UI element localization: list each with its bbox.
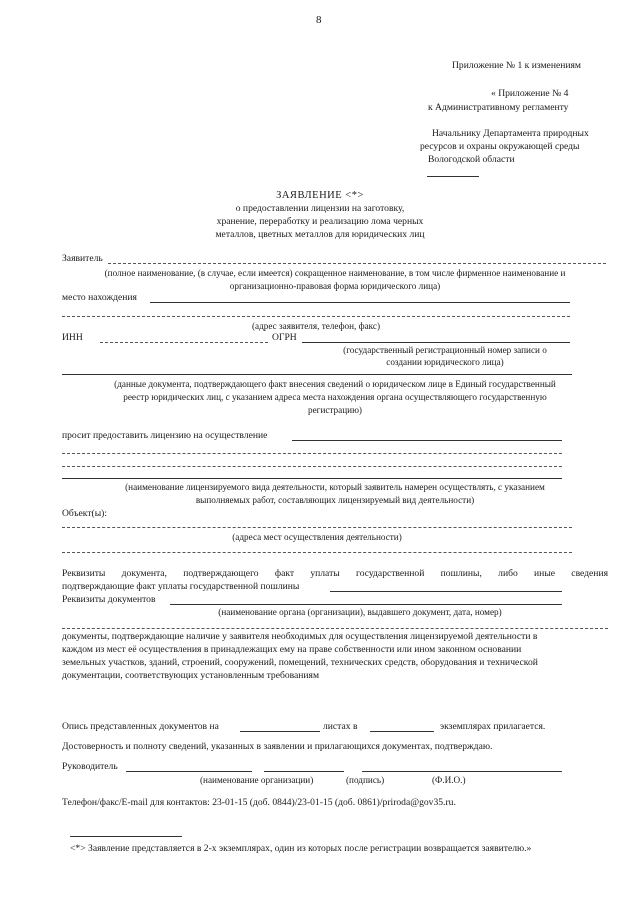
objects-field-2[interactable] [62,552,572,553]
fee-docs-label: Реквизиты документов [62,594,156,605]
request-field[interactable] [292,440,562,441]
request-field-2[interactable] [62,453,562,454]
title-line-3: металлов, цветных металлов для юридических лиц [215,229,425,240]
addressee-line-2: ресурсов и охраны окружающей среды [420,141,580,152]
footnote-separator [70,836,182,837]
ogrn-label: ОГРН [272,332,297,343]
ogrn-field[interactable] [302,342,570,343]
fee-docs-field[interactable] [170,604,562,605]
signature-sign-hint: (подпись) [346,775,385,785]
register-doc-field[interactable] [62,374,572,375]
conditions-line-1: документы, подтверждающие наличие у заявителя необходимых для осуществления лицензируемой деятельности в [62,631,538,642]
inn-label: ИНН [62,332,83,343]
ogrn-hint-2: создании юридического лица) [386,357,504,367]
page-number: 8 [316,14,322,26]
title-line-1: о предоставлении лицензии на заготовку, [235,203,405,214]
appendix-line-2: « Приложение № 4 [491,88,569,99]
applicant-hint-2: организационно-правовая форма юридического лица) [229,281,441,291]
register-doc-hint-3: регистрацию) [308,405,362,415]
request-label: просит предоставить лицензию на осуществление [62,430,268,441]
applicant-field[interactable] [108,263,606,264]
request-hint-2: выполняемых работ, составляющих лицензируемый вид деятельности) [195,495,475,505]
fee-docs-field-2[interactable] [62,628,608,629]
contacts-text: Телефон/факс/E-mail для контактов: 23-01-15 (доб. 0844)/23-01-15 (доб. 0861)/priroda@gov35.ru. [62,797,456,808]
signature-name-field[interactable] [362,771,562,772]
register-doc-hint-1: (данные документа, подтверждающего факт внесения сведений о юридическом лице в Единый государственный [114,379,556,389]
inventory-copies-field[interactable] [370,731,434,732]
conditions-line-4: документации, соответствующих установленным требованиям [62,670,320,681]
ogrn-hint-1: (государственный регистрационный номер записи о [343,345,547,355]
signature-sign-field[interactable] [264,771,344,772]
applicant-label: Заявитель [62,253,103,264]
location-label: место нахождения [62,292,137,303]
footnote-text: <*> Заявление представляется в 2-х экземплярах, один из которых после регистрации возвращается заявителю.» [70,843,532,854]
objects-hint: (адреса мест осуществления деятельности) [232,532,402,542]
applicant-hint-1: (полное наименование, (в случае, если имеется) сокращенное наименование, в том числе фирменное наименование и [104,268,566,278]
addressee-name-line [427,176,479,177]
inn-field[interactable] [100,342,268,343]
signature-org-field[interactable] [126,771,252,772]
objects-field[interactable] [62,527,572,528]
request-field-4[interactable] [62,478,562,479]
inventory-sheets-field[interactable] [240,731,320,732]
fee-line-1: Реквизиты документа, подтверждающего факт уплаты государственной пошлины, либо иные сведения [62,568,608,579]
signature-name-hint: (Ф.И.О.) [432,775,466,785]
appendix-line-1: Приложение № 1 к изменениям [452,60,581,71]
objects-label: Объект(ы): [62,508,108,519]
addressee-line-1: Начальнику Департамента природных [432,128,589,139]
conditions-line-2: каждом из мест её осуществления в принадлежащих ему на праве собственности или ином законном основании [62,644,522,655]
location-field-2[interactable] [62,316,570,317]
signature-org-hint: (наименование организации) [200,775,314,785]
location-field[interactable] [150,302,570,303]
inventory-part-3: экземплярах прилагается. [440,721,546,732]
inventory-part-2: листах в [323,721,358,732]
inventory-part-1: Опись представленных документов на [62,721,219,732]
request-hint-1: (наименование лицензируемого вида деятельности, который заявитель намерен осуществлять, с указанием [125,482,545,492]
appendix-line-3: к Административному регламенту [428,102,569,113]
conditions-line-3: земельных участков, зданий, строений, сооружений, помещений, технических средств, оборудования и технической [62,657,538,668]
register-doc-hint-2: реестр юридических лиц, с указанием адреса места нахождения органа осуществляющего государственную [123,392,547,402]
fee-field[interactable] [330,591,562,592]
title-line-2: хранение, переработку и реализацию лома черных [216,216,424,227]
addressee-line-3: Вологодской области [428,154,515,165]
signature-label: Руководитель [62,761,118,772]
fee-line-2: подтверждающие факт уплаты государственной пошлины [62,581,300,592]
request-field-3[interactable] [62,466,562,467]
document-title: ЗАЯВЛЕНИЕ <*> [276,190,364,201]
location-hint: (адрес заявителя, телефон, факс) [251,321,381,331]
fee-docs-hint: (наименование органа (организации), выдавшего документ, дата, номер) [218,607,502,617]
certification-text: Достоверность и полноту сведений, указанных в заявлении и прилагающихся документах, подтверждаю. [62,741,493,752]
